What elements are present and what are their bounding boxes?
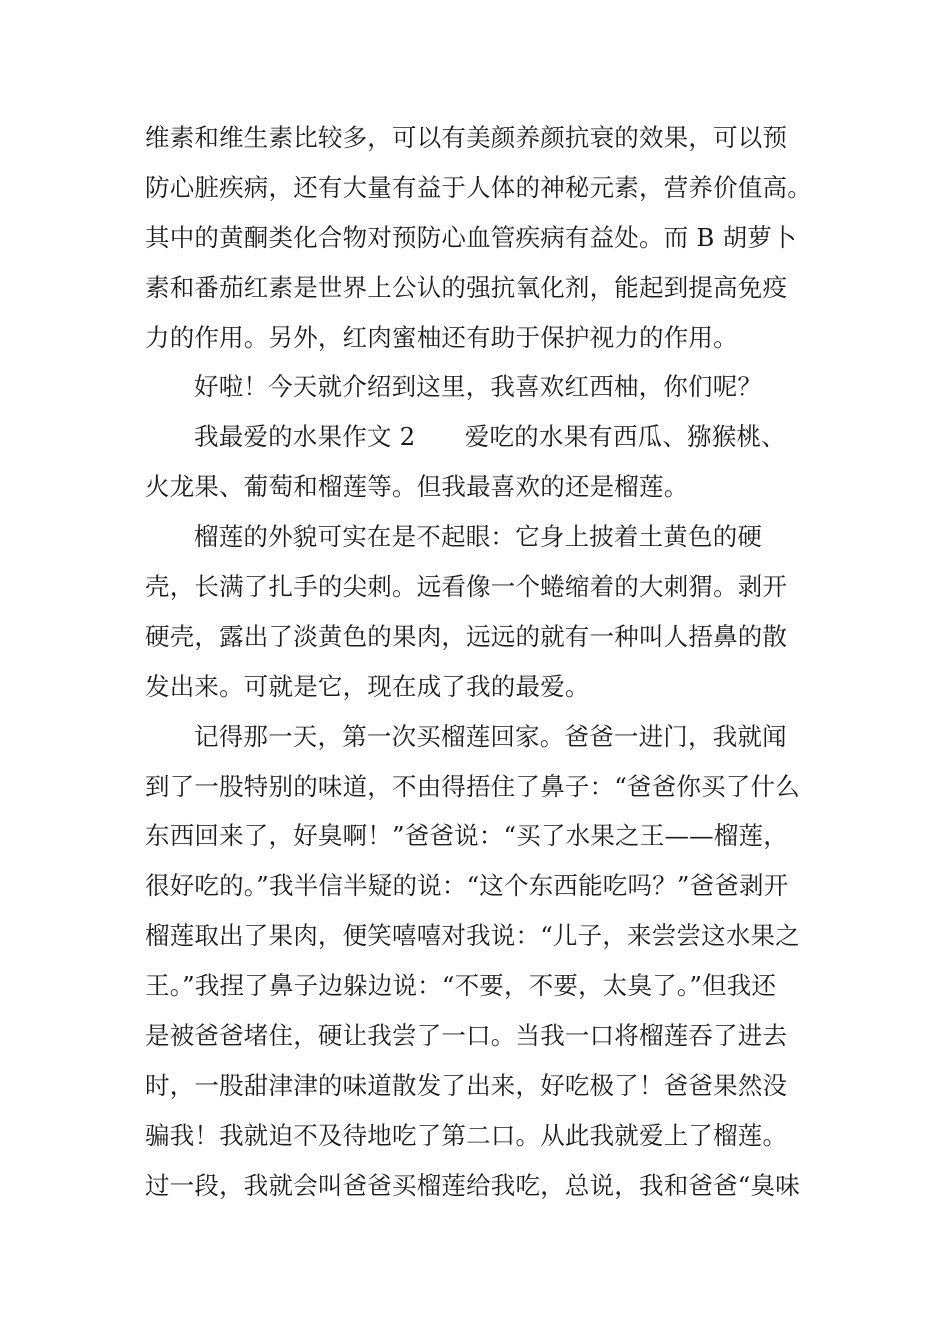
text-line: 硬壳，露出了淡黄色的果肉，远远的就有一种叫人捂鼻的散: [145, 621, 788, 651]
body-text: [145, 113, 815, 1211]
text-line: 其中的黄酮类化合物对预防心血管疾病有益处。而 B 胡萝卜: [145, 222, 797, 252]
text-line: 过一段，我就会叫爸爸买榴莲给我吃，总说，我和爸爸“臭味: [145, 1170, 800, 1200]
text-line: 是被爸爸堵住，硬让我尝了一口。当我一口将榴莲吞了进去: [145, 1021, 788, 1051]
text-line: 到了一股特别的味道，不由得捂住了鼻子：“爸爸你买了什么: [145, 771, 800, 801]
text-line: 防心脏疾病，还有大量有益于人体的神秘元素，营养价值高。: [145, 172, 812, 202]
text-line: 壳，长满了扎手的尖刺。远看像一个蜷缩着的大刺猬。剥开: [145, 572, 788, 602]
text-line: 东西回来了，好臭啊！”爸爸说：“买了水果之王——榴莲，: [145, 821, 788, 851]
text-line: 榴莲的外貌可实在是不起眼：它身上披着土黄色的硬: [194, 522, 763, 552]
text-line: 我最爱的水果作文 2 爱吃的水果有西瓜、猕猴桃、: [194, 422, 786, 452]
text-line: 很好吃的。”我半信半疑的说：“这个东西能吃吗？”爸爸剥开: [145, 871, 789, 901]
text-line: 王。”我捏了鼻子边躲边说：“不要，不要，太臭了。”但我还: [145, 971, 777, 1001]
text-line: 维素和维生素比较多，可以有美颜养颜抗衰的效果，可以预: [145, 123, 788, 152]
text-line: 榴莲取出了果肉，便笑嘻嘻对我说：“儿子，来尝尝这水果之: [145, 921, 800, 951]
text-line: 力的作用。另外，红肉蜜柚还有助于保护视力的作用。: [145, 322, 738, 352]
text-line: 时，一股甜津津的味道散发了出来，好吃极了！爸爸果然没: [145, 1070, 788, 1100]
text-line: 好啦！今天就介绍到这里，我喜欢红西柚，你们呢？: [194, 372, 763, 402]
text-line: 火龙果、葡萄和榴莲等。但我最喜欢的还是榴莲。: [145, 472, 689, 502]
text-line: 记得那一天，第一次买榴莲回家。爸爸一进门，我就闻: [194, 721, 787, 751]
text-line: 骗我！我就迫不及待地吃了第二口。从此我就爱上了榴莲。: [145, 1120, 788, 1150]
text-line: 素和番茄红素是世界上公认的强抗氧化剂，能起到提高免疫: [145, 272, 788, 302]
text-line: 发出来。可就是它，现在成了我的最爱。: [145, 671, 590, 701]
